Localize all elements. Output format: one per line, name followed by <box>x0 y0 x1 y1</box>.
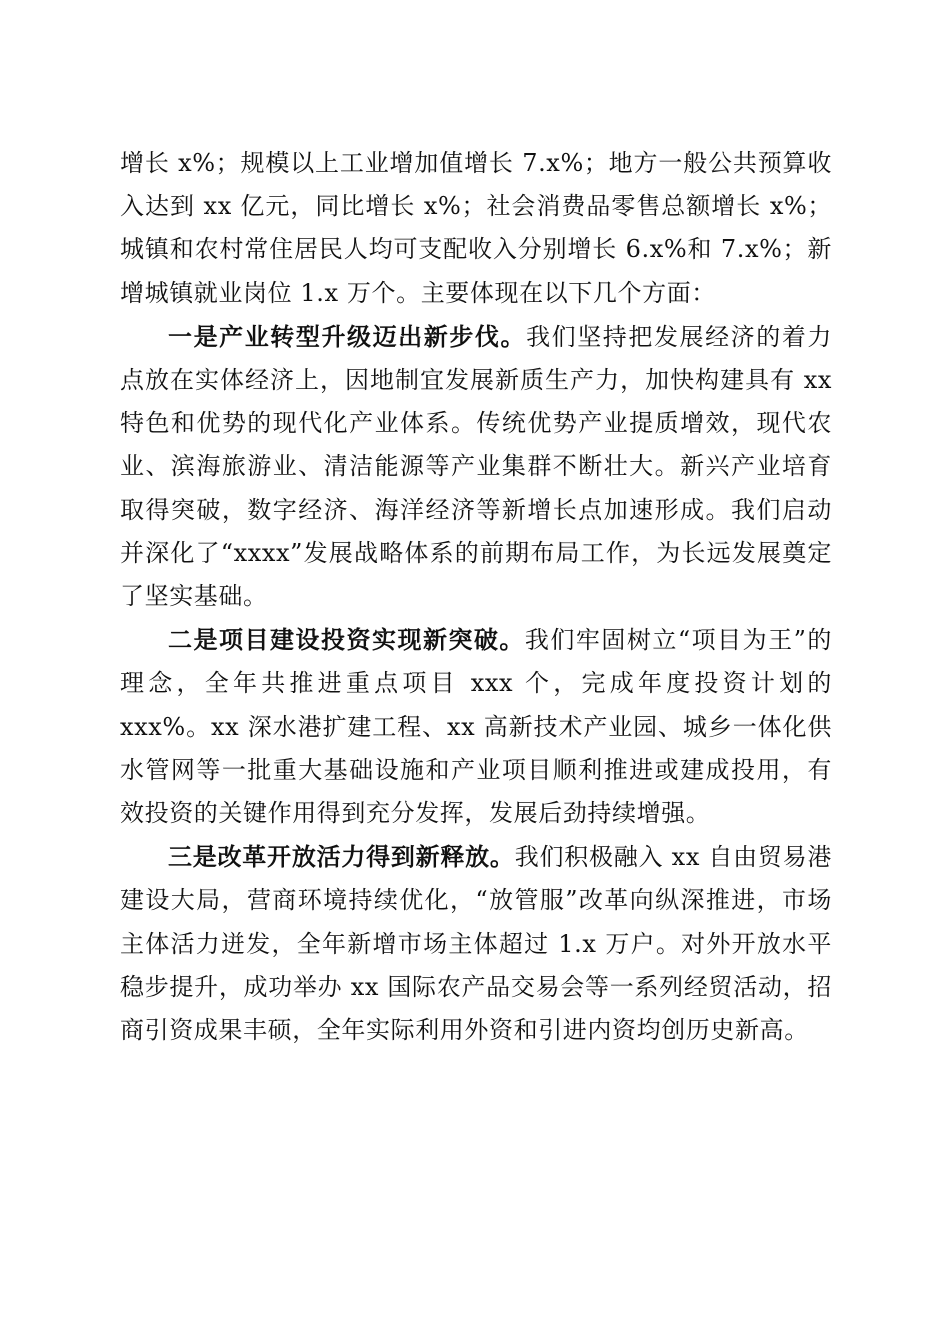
paragraph-reform-lead: 三是改革开放活力得到新释放。 <box>168 842 515 872</box>
paragraph-intro-body: 增长 x%；规模以上工业增加值增长 7.x%；地方一般公共预算收入达到 xx 亿元，同比增长 x%；社会消费品零售总额增长 x%；城镇和农村常住居民人均可支配收入分别增长 6.x%和 7.x%；新增城镇就业岗位 1.x 万个。主要体现在以下几个方面： <box>120 149 832 307</box>
paragraph-investment-lead: 二是项目建设投资实现新突破。 <box>168 625 525 655</box>
paragraph-intro <box>120 142 832 315</box>
paragraph-industry-lead: 一是产业转型升级迈出新步伐。 <box>168 321 527 351</box>
paragraph-reform-body: 我们积极融入 xx 自由贸易港建设大局，营商环境持续优化，“放管服”改革向纵深推进，市场主体活力迸发，全年新增市场主体超过 1.x 万户。对外开放水平稳步提升，成功举办 xx 国际农产品交易会等一系列经贸活动，招商引资成果丰硕，全年实际利用外资和引进内资均创历史新高。 <box>120 843 832 1045</box>
paragraph-industry <box>120 315 832 618</box>
paragraph-investment-body: 我们牢固树立“项目为王”的理念，全年共推进重点项目 xxx 个，完成年度投资计划的 xxx%。xx 深水港扩建工程、xx 高新技术产业园、城乡一体化供水管网等一批重大基础设施和产业项目顺利推进或建成投用，有效投资的关键作用得到充分发挥，发展后劲持续增强。 <box>120 626 832 828</box>
paragraph-industry-body: 我们坚持把发展经济的着力点放在实体经济上，因地制宜发展新质生产力，加快构建具有 xx 特色和优势的现代化产业体系。传统优势产业提质增效，现代农业、滨海旅游业、清洁能源等产业集群不断壮大。新兴产业培育取得突破，数字经济、海洋经济等新增长点加速形成。我们启动并深化了“xxxx”发展战略体系的前期布局工作，为长远发展奠定了坚实基础。 <box>120 322 832 611</box>
paragraph-reform <box>120 835 832 1052</box>
document-body <box>120 142 832 1052</box>
paragraph-investment <box>120 618 832 835</box>
